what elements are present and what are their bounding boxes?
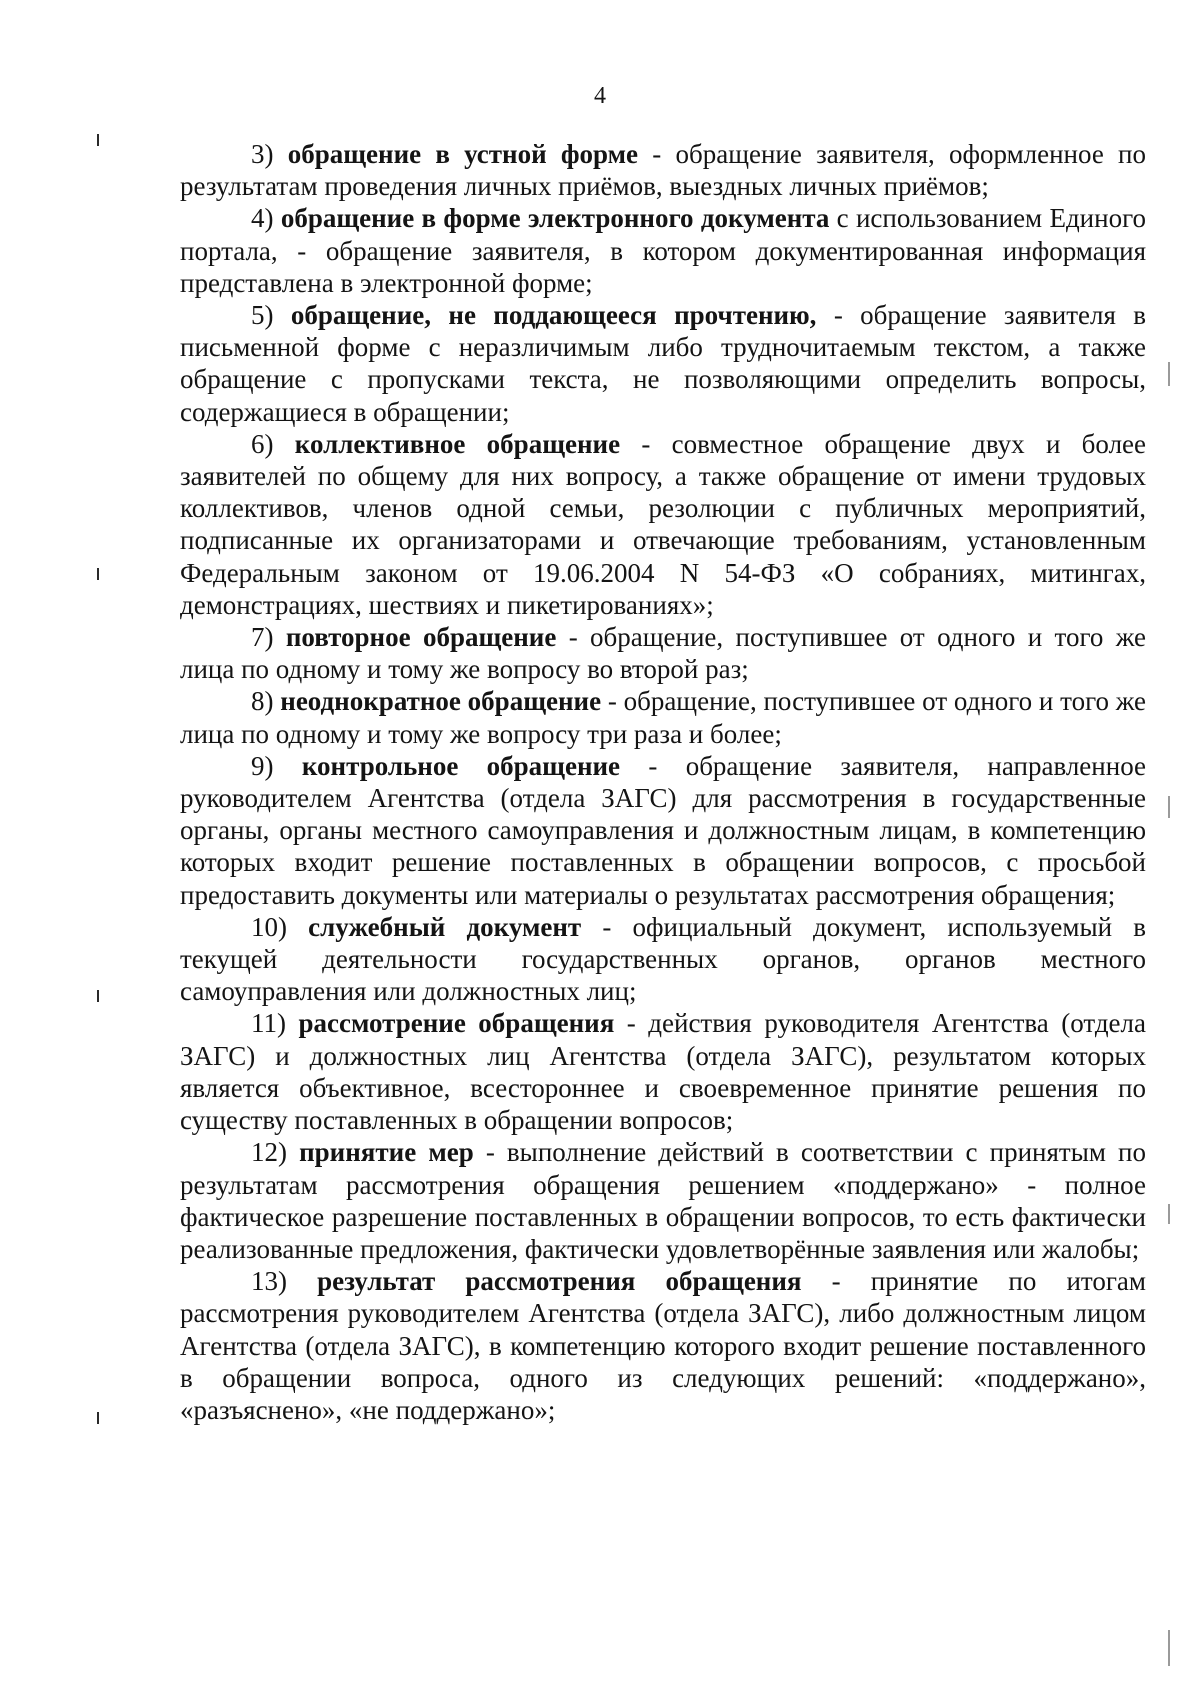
- definition-item-8: [180, 685, 1146, 749]
- item-term: обращение в форме электронного документа: [280, 203, 830, 234]
- item-number: 3): [251, 139, 274, 169]
- item-text: - действия руководителя Агентства (отдела ЗАГС) и должностных лиц Агентства (отдела ЗАГС), результатом которых является объективное, всестороннее и своевременное принятие решения по существу поставленных в обращении вопросов;: [180, 1008, 1147, 1136]
- definition-item-4: [180, 202, 1146, 299]
- left-margin-mark: [97, 1412, 99, 1424]
- document-body: [180, 138, 1146, 1426]
- item-text: - обращение заявителя, оформленное по результатам проведения личных приёмов, выездных личных приёмов;: [180, 139, 1146, 202]
- item-number: 9): [251, 750, 274, 781]
- definition-item-3: [180, 138, 1146, 202]
- item-term: контрольное обращение: [301, 750, 621, 781]
- item-term: обращение, не поддающееся прочтению,: [290, 300, 817, 331]
- item-number: 6): [251, 428, 274, 459]
- definition-item-12: [180, 1136, 1146, 1265]
- item-text: - обращение заявителя в письменной форме с неразличимым либо трудночитаемым текстом, а также обращение с пропусками текста, не позволяющими определить вопросы, содержащиеся в обращении;: [180, 300, 1146, 427]
- item-number: 5): [251, 300, 274, 331]
- definition-item-13: [180, 1265, 1146, 1426]
- item-text: - обращение, поступившее от одного и того же лица по одному и тому же вопросу три раза и более;: [180, 686, 1147, 749]
- definition-item-9: [180, 750, 1146, 911]
- definition-item-6: [180, 428, 1146, 621]
- definition-item-10: [180, 911, 1146, 1008]
- item-term: обращение в устной форме: [287, 139, 639, 169]
- item-term: принятие мер: [299, 1137, 474, 1168]
- item-term: результат рассмотрения обращения: [317, 1266, 802, 1297]
- definition-item-11: [180, 1007, 1146, 1136]
- left-margin-mark: [97, 568, 99, 580]
- page-number: 4: [594, 83, 606, 109]
- definition-item-5: [180, 299, 1146, 428]
- right-edge-mark: [1168, 1630, 1170, 1666]
- item-number: 8): [251, 686, 274, 717]
- item-text: с использованием Единого портала, - обращение заявителя, в котором документированная информация представлена в электронной форме;: [180, 203, 1146, 298]
- definition-item-7: [180, 621, 1146, 685]
- item-term: рассмотрение обращения: [298, 1008, 615, 1039]
- item-text: - совместное обращение двух и более заявителей по общему для них вопросу, а также обращение от имени трудовых коллективов, членов одной семьи, резолюции с публичных мероприятий, подписанные их организаторами и отвечающие требованиям, установленным Федеральным законом от 19.06.2004 N 54-ФЗ «О собраниях, митингах, демонстрациях, шествиях и пикетированиях»;: [180, 428, 1147, 620]
- right-edge-mark: [1168, 1204, 1170, 1224]
- right-edge-mark: [1168, 362, 1170, 386]
- item-term: служебный документ: [308, 911, 582, 942]
- item-number: 7): [251, 622, 274, 653]
- right-edge-mark: [1168, 796, 1170, 818]
- item-number: 10): [251, 911, 287, 942]
- left-margin-mark: [97, 990, 99, 1002]
- item-text: - официальный документ, используемый в текущей деятельности государственных органов, органов местного самоуправления или должностных лиц;: [180, 911, 1147, 1007]
- item-number: 13): [251, 1266, 287, 1297]
- item-term: повторное обращение: [285, 622, 557, 653]
- item-text: - принятие по итогам рассмотрения руководителем Агентства (отдела ЗАГС), либо должностным лицом Агентства (отдела ЗАГС), в компетенцию которого входит решение поставленного в обращении вопроса, одного из следующих решений: «поддержано», «разъяснено», «не поддержано»;: [180, 1266, 1146, 1425]
- item-term: коллективное обращение: [294, 428, 621, 459]
- item-number: 11): [251, 1008, 286, 1039]
- item-text: - выполнение действий в соответствии с принятым по результатам рассмотрения обращения решением «поддержано» - полное фактическое разрешение поставленных в обращении вопросов, то есть фактически реализованные предложения, фактически удовлетворённые заявления или жалобы;: [180, 1137, 1146, 1264]
- item-number: 4): [251, 203, 274, 234]
- item-text: - обращение, поступившее от одного и того же лица по одному и тому же вопросу во второй раз;: [180, 622, 1146, 685]
- item-text: - обращение заявителя, направленное руководителем Агентства (отдела ЗАГС) для рассмотрения в государственные органы, органы местного самоуправления и должностным лицам, в компетенцию которых входит решение поставленных в обращении вопросов, с просьбой предоставить документы или материалы о результатах рассмотрения обращения;: [180, 750, 1147, 910]
- item-term: неоднократное обращение: [280, 686, 602, 717]
- left-margin-mark: [97, 134, 99, 146]
- item-number: 12): [251, 1137, 287, 1168]
